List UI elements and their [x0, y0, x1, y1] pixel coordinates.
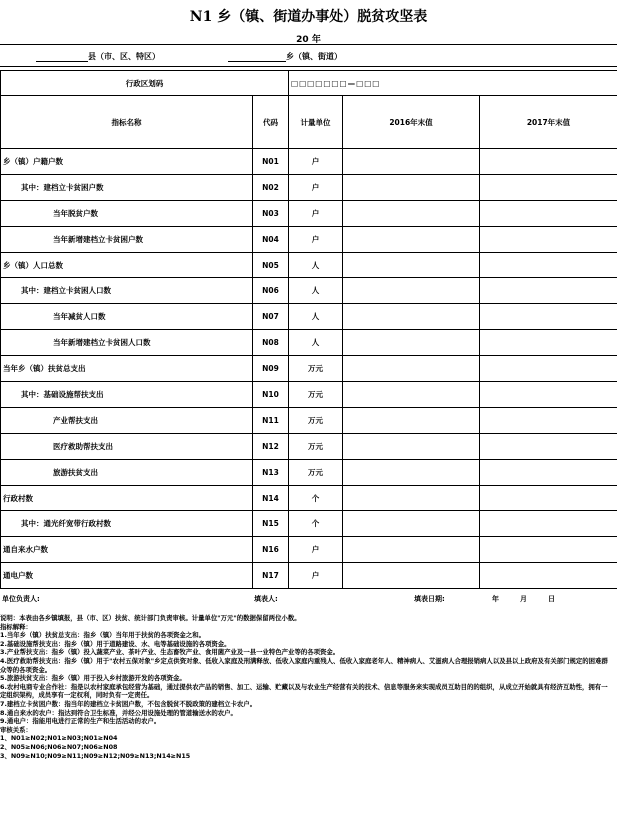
region-code-row [1, 71, 617, 96]
indicator-name: 乡（镇）户籍户数 [1, 149, 253, 175]
value-2017-cell[interactable] [480, 537, 617, 563]
indicator-name: 医疗救助帮扶支出 [1, 433, 253, 459]
indicator-unit: 个 [289, 485, 343, 511]
indicator-code: N14 [253, 485, 289, 511]
region-code-label: 行政区划码 [1, 71, 289, 96]
indicator-name: 通电户数 [1, 563, 253, 589]
indicator-name: 当年减贫人口数 [1, 304, 253, 330]
table-row [1, 485, 617, 511]
indicator-name: 其中：建档立卡贫困户数 [1, 174, 253, 200]
indicator-unit: 户 [289, 200, 343, 226]
note-line: 7.建档立卡贫困户数：指当年的建档立卡贫困户数，不包含脱贫不脱政策的建档立卡农户。 [0, 699, 257, 708]
indicator-unit: 万元 [289, 459, 343, 485]
indicator-name: 其中：基础设施帮扶支出 [1, 382, 253, 408]
indicator-code: N17 [253, 563, 289, 589]
indicator-code: N15 [253, 511, 289, 537]
indicator-unit: 户 [289, 174, 343, 200]
value-2016-cell[interactable] [343, 537, 480, 563]
table-row [1, 330, 617, 356]
indicator-code: N07 [253, 304, 289, 330]
date-month: 月 [520, 595, 527, 603]
indicator-unit: 万元 [289, 382, 343, 408]
region-code-field[interactable]: □□□□□□□—□□□ [289, 71, 617, 96]
value-2017-cell[interactable] [480, 433, 617, 459]
indicator-unit: 万元 [289, 407, 343, 433]
region-town [228, 51, 342, 62]
value-2017-cell[interactable] [480, 226, 617, 252]
value-2016-cell[interactable] [343, 407, 480, 433]
value-2017-cell[interactable] [480, 304, 617, 330]
divider [0, 44, 617, 45]
indicator-name: 产业帮扶支出 [1, 407, 253, 433]
note-line: 3.产业帮扶支出：指乡（镇）投入蔬菜产业、茶叶产业、生态畜牧产业、食用菌产业及一县一业特色产业等的各项资金。 [0, 648, 340, 657]
note-line: 审核关系： [0, 725, 32, 734]
table-row [1, 149, 617, 175]
note-line: 9.通电户：指能用电进行正常的生产和生活活动的农户。 [0, 717, 161, 726]
header-row [1, 96, 617, 149]
county-blank[interactable] [36, 61, 88, 62]
table-row [1, 537, 617, 563]
town-label: 乡（镇、街道） [286, 52, 342, 61]
indicator-unit: 户 [289, 537, 343, 563]
header-indicator: 指标名称 [1, 96, 253, 149]
value-2017-cell[interactable] [480, 252, 617, 278]
indicator-name: 通自来水户数 [1, 537, 253, 563]
indicator-name: 当年新增建档立卡贫困人口数 [1, 330, 253, 356]
responsible-label: 单位负责人: [2, 595, 40, 603]
indicator-code: N02 [253, 174, 289, 200]
indicator-unit: 户 [289, 563, 343, 589]
table-row [1, 407, 617, 433]
town-blank[interactable] [228, 61, 286, 62]
value-2016-cell[interactable] [343, 226, 480, 252]
table-row [1, 511, 617, 537]
header-code: 代码 [253, 96, 289, 149]
indicator-unit: 户 [289, 149, 343, 175]
indicator-name: 乡（镇）人口总数 [1, 252, 253, 278]
value-2016-cell[interactable] [343, 252, 480, 278]
note-line: 2、N05≥N06;N06≥N07;N06≥N08 [0, 742, 118, 751]
indicator-name: 旅游扶贫支出 [1, 459, 253, 485]
header-2017: 2017年末值 [480, 96, 617, 149]
indicator-unit: 个 [289, 511, 343, 537]
indicator-code: N06 [253, 278, 289, 304]
table-row [1, 226, 617, 252]
value-2016-cell[interactable] [343, 356, 480, 382]
notes-section [0, 614, 612, 760]
indicator-unit: 人 [289, 252, 343, 278]
indicator-name: 行政村数 [1, 485, 253, 511]
filler-label: 填表人: [254, 595, 278, 603]
value-2016-cell[interactable] [343, 174, 480, 200]
value-2016-cell[interactable] [343, 485, 480, 511]
value-2017-cell[interactable] [480, 174, 617, 200]
value-2017-cell[interactable] [480, 330, 617, 356]
indicator-unit: 人 [289, 304, 343, 330]
indicator-name: 当年新增建档立卡贫困户数 [1, 226, 253, 252]
table-row [1, 252, 617, 278]
value-2017-cell[interactable] [480, 278, 617, 304]
table-row [1, 278, 617, 304]
note-line: 指标解释： [0, 622, 32, 631]
table-row [1, 304, 617, 330]
note-line: 6.农村电商专业合作社：指是以农村家庭承包经营为基础，通过提供农产品的销售、加工、运输、贮藏以及与农业生产经营有关的技术、信息等服务来实现成员互助目的的组织，从成立开始就具有经济互助性，拥有一定组织架构，成员享有一定权利，同时负有一定责任。 [0, 682, 608, 700]
table-row [1, 382, 617, 408]
note-line: 8.通自来水的农户：指达到符合卫生标准，并经公用设施处理的管道输送水的农户。 [0, 708, 237, 717]
note-line: 说明：本表由各乡镇填报，县（市、区）扶贫、统计部门负责审核。计量单位"万元"的数据保留两位小数。 [0, 614, 301, 622]
indicator-unit: 人 [289, 278, 343, 304]
value-2016-cell[interactable] [343, 433, 480, 459]
indicator-code: N03 [253, 200, 289, 226]
indicator-code: N16 [253, 537, 289, 563]
note-line: 2.基础设施帮扶支出：指乡（镇）用于道路建设、水、电等基础设施的各项资金。 [0, 639, 231, 648]
note-line: 4.医疗救助帮扶支出：指乡（镇）用于"农村五保对象"乡定点供资对象、低收入家庭及刑满释放、低收入家庭内重残人、低收入家庭老年人、精神病人、艾滋病人合理报销病人以及县以上政府及有关部门规定的困难群众等的各项资金。 [0, 656, 608, 674]
value-2017-cell[interactable] [480, 407, 617, 433]
indicator-unit: 万元 [289, 433, 343, 459]
indicator-unit: 人 [289, 330, 343, 356]
date-label: 填表日期: [414, 595, 445, 603]
indicator-code: N09 [253, 356, 289, 382]
value-2017-cell[interactable] [480, 149, 617, 175]
indicator-code: N11 [253, 407, 289, 433]
value-2016-cell[interactable] [343, 330, 480, 356]
indicator-code: N05 [253, 252, 289, 278]
value-2016-cell[interactable] [343, 382, 480, 408]
indicator-name: 其中：建档立卡贫困人口数 [1, 278, 253, 304]
value-2016-cell[interactable] [343, 149, 480, 175]
indicator-name: 当年脱贫户数 [1, 200, 253, 226]
value-2016-cell[interactable] [343, 563, 480, 589]
header-2016: 2016年末值 [343, 96, 480, 149]
indicator-code: N08 [253, 330, 289, 356]
value-2017-cell[interactable] [480, 382, 617, 408]
value-2017-cell[interactable] [480, 485, 617, 511]
indicator-name: 其中：通光纤宽带行政村数 [1, 511, 253, 537]
value-2016-cell[interactable] [343, 304, 480, 330]
note-line: 1.当年乡（镇）扶贫总支出：指乡（镇）当年用于扶贫的各项资金之和。 [0, 631, 205, 640]
form-title: N1 乡（镇、街道办事处）脱贫攻坚表 [189, 9, 428, 25]
indicator-code: N13 [253, 459, 289, 485]
indicator-code: N01 [253, 149, 289, 175]
divider [0, 66, 617, 67]
date-year: 年 [492, 595, 499, 603]
indicator-unit: 户 [289, 226, 343, 252]
indicator-unit: 万元 [289, 356, 343, 382]
value-2016-cell[interactable] [343, 278, 480, 304]
indicator-code: N04 [253, 226, 289, 252]
indicator-code: N10 [253, 382, 289, 408]
indicator-name: 当年乡（镇）扶贫总支出 [1, 356, 253, 382]
header-unit: 计量单位 [289, 96, 343, 149]
value-2016-cell[interactable] [343, 511, 480, 537]
table-row [1, 356, 617, 382]
region-county [36, 51, 160, 62]
note-line: 5.旅游扶贫支出：指乡（镇）用于投入乡村旅游开发的各项资金。 [0, 674, 186, 683]
table-row [1, 174, 617, 200]
value-2016-cell[interactable] [343, 459, 480, 485]
date-day: 日 [548, 595, 555, 603]
value-2016-cell[interactable] [343, 200, 480, 226]
table-row [1, 433, 617, 459]
note-line: 3、N09≥N10;N09≥N11;N09≥N12;N09≥N13;N14≥N15 [0, 751, 191, 760]
value-2017-cell[interactable] [480, 511, 617, 537]
value-2017-cell[interactable] [480, 459, 617, 485]
report-table [0, 70, 617, 589]
indicator-code: N12 [253, 433, 289, 459]
county-label: 县（市、区、特区） [88, 52, 160, 61]
year-label: 20 年 [296, 35, 321, 45]
table-row [1, 200, 617, 226]
note-line: 1、N01≥N02;N01≥N03;N01≥N04 [0, 734, 118, 743]
value-2017-cell[interactable] [480, 200, 617, 226]
table-row [1, 563, 617, 589]
value-2017-cell[interactable] [480, 356, 617, 382]
value-2017-cell[interactable] [480, 563, 617, 589]
table-row [1, 459, 617, 485]
